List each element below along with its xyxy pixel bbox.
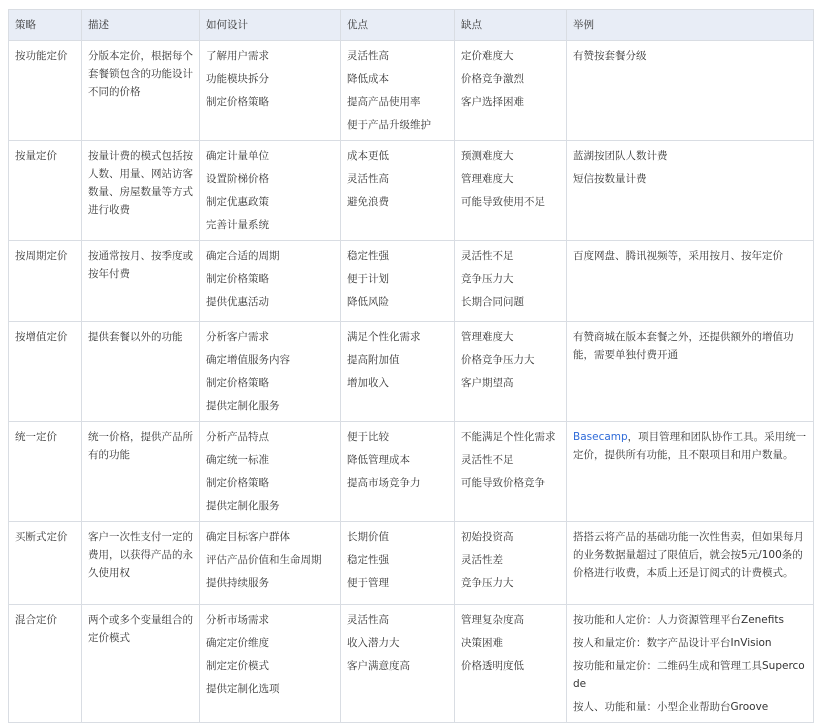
cons-item: 灵活性不足 bbox=[461, 250, 514, 262]
cell-description: 统一价格，提供产品所有的功能 bbox=[82, 422, 200, 522]
cell-examples bbox=[567, 41, 814, 141]
cell-description: 两个或多个变量组合的定价模式 bbox=[82, 605, 200, 723]
basecamp-link[interactable]: Basecamp bbox=[573, 431, 628, 443]
cons-item: 初始投资高 bbox=[461, 531, 514, 543]
cons-item: 客户选择困难 bbox=[461, 96, 524, 108]
cons-item: 可能导致使用不足 bbox=[461, 196, 545, 208]
design-item: 提供定制化服务 bbox=[206, 500, 280, 512]
cell-cons bbox=[455, 241, 567, 322]
cons-item: 可能导致价格竞争 bbox=[461, 477, 545, 489]
cons-item: 竞争压力大 bbox=[461, 577, 514, 589]
design-item: 提供定制化服务 bbox=[206, 400, 280, 412]
header-design: 如何设计 bbox=[200, 10, 341, 41]
cell-design bbox=[200, 241, 341, 322]
example-item: 百度网盘、腾讯视频等，采用按月、按年定价 bbox=[573, 250, 783, 262]
cell-design bbox=[200, 322, 341, 422]
pros-item: 提高产品使用率 bbox=[347, 96, 421, 108]
header-examples: 举例 bbox=[567, 10, 814, 41]
pros-item: 提高附加值 bbox=[347, 354, 400, 366]
cell-design bbox=[200, 605, 341, 723]
design-item: 制定价格策略 bbox=[206, 477, 269, 489]
cons-item: 管理难度大 bbox=[461, 331, 514, 343]
design-item: 确定统一标准 bbox=[206, 454, 269, 466]
cell-examples bbox=[567, 522, 814, 605]
cons-item: 管理复杂度高 bbox=[461, 614, 524, 626]
cell-cons bbox=[455, 322, 567, 422]
cell-pros bbox=[341, 241, 455, 322]
table-row bbox=[9, 522, 814, 605]
pros-item: 灵活性高 bbox=[347, 173, 389, 185]
pros-item: 灵活性高 bbox=[347, 614, 389, 626]
cell-strategy: 按功能定价 bbox=[9, 41, 82, 141]
cell-examples bbox=[567, 422, 814, 522]
cell-cons bbox=[455, 141, 567, 241]
pros-item: 降低成本 bbox=[347, 73, 389, 85]
design-item: 分析客户需求 bbox=[206, 331, 269, 343]
design-item: 了解用户需求 bbox=[206, 50, 269, 62]
cell-examples bbox=[567, 141, 814, 241]
cons-item: 灵活性差 bbox=[461, 554, 503, 566]
design-item: 制定价格策略 bbox=[206, 96, 269, 108]
cell-examples bbox=[567, 322, 814, 422]
cons-item: 客户期望高 bbox=[461, 377, 514, 389]
cell-description: 分版本定价，根据每个套餐锁包含的功能设计不同的价格 bbox=[82, 41, 200, 141]
cell-cons bbox=[455, 41, 567, 141]
cons-item: 预测难度大 bbox=[461, 150, 514, 162]
pros-item: 客户满意度高 bbox=[347, 660, 410, 672]
cell-strategy: 按量定价 bbox=[9, 141, 82, 241]
pros-item: 降低管理成本 bbox=[347, 454, 410, 466]
pros-item: 稳定性强 bbox=[347, 250, 389, 262]
design-item: 分析市场需求 bbox=[206, 614, 269, 626]
pros-item: 提高市场竞争力 bbox=[347, 477, 421, 489]
pros-item: 成本更低 bbox=[347, 150, 389, 162]
example-item: 按人和量定价：数字产品设计平台InVision bbox=[573, 637, 772, 649]
design-item: 设置阶梯价格 bbox=[206, 173, 269, 185]
cons-item: 价格竞争激烈 bbox=[461, 73, 524, 85]
cell-pros bbox=[341, 41, 455, 141]
cons-item: 决策困难 bbox=[461, 637, 503, 649]
design-item: 制定价格策略 bbox=[206, 273, 269, 285]
pros-item: 降低风险 bbox=[347, 296, 389, 308]
cell-pros bbox=[341, 422, 455, 522]
header-cons: 缺点 bbox=[455, 10, 567, 41]
example-item: 短信按数量计费 bbox=[573, 173, 647, 185]
example-item: 蓝湖按团队人数计费 bbox=[573, 150, 668, 162]
table-row bbox=[9, 605, 814, 723]
cons-item: 不能满足个性化需求 bbox=[461, 431, 556, 443]
cell-design bbox=[200, 522, 341, 605]
cell-strategy: 买断式定价 bbox=[9, 522, 82, 605]
cell-pros bbox=[341, 522, 455, 605]
pros-item: 避免浪费 bbox=[347, 196, 389, 208]
cell-pros bbox=[341, 141, 455, 241]
cons-item: 长期合同问题 bbox=[461, 296, 524, 308]
cons-item: 管理难度大 bbox=[461, 173, 514, 185]
header-description: 描述 bbox=[82, 10, 200, 41]
example-item: 有赞商城在版本套餐之外，还提供额外的增值功能，需要单独付费开通 bbox=[573, 331, 794, 361]
design-item: 功能模块拆分 bbox=[206, 73, 269, 85]
design-item: 确定目标客户群体 bbox=[206, 531, 290, 543]
pros-item: 便于计划 bbox=[347, 273, 389, 285]
pricing-strategy-table bbox=[8, 9, 814, 723]
cell-pros bbox=[341, 322, 455, 422]
table-row bbox=[9, 322, 814, 422]
header-pros: 优点 bbox=[341, 10, 455, 41]
design-item: 制定价格策略 bbox=[206, 377, 269, 389]
example-item: 按功能和人定价：人力资源管理平台Zenefits bbox=[573, 614, 784, 626]
cons-item: 定价难度大 bbox=[461, 50, 514, 62]
header-strategy: 策略 bbox=[9, 10, 82, 41]
cell-strategy: 按周期定价 bbox=[9, 241, 82, 322]
example-text: ，项目管理和团队协作工具。采用统一定价，提供所有功能，且不限项目和用户数量。 bbox=[573, 431, 807, 461]
pros-item: 增加收入 bbox=[347, 377, 389, 389]
cell-examples bbox=[567, 241, 814, 322]
design-item: 制定优惠政策 bbox=[206, 196, 269, 208]
pros-item: 灵活性高 bbox=[347, 50, 389, 62]
table-row bbox=[9, 422, 814, 522]
example-item: 有赞按套餐分级 bbox=[573, 50, 647, 62]
pros-item: 便于产品升级维护 bbox=[347, 119, 431, 131]
table-row bbox=[9, 41, 814, 141]
cell-strategy: 统一定价 bbox=[9, 422, 82, 522]
design-item: 制定定价模式 bbox=[206, 660, 269, 672]
table-row bbox=[9, 141, 814, 241]
pros-item: 长期价值 bbox=[347, 531, 389, 543]
cell-examples bbox=[567, 605, 814, 723]
cell-design bbox=[200, 422, 341, 522]
cell-strategy: 混合定价 bbox=[9, 605, 82, 723]
design-item: 完善计量系统 bbox=[206, 219, 269, 231]
cell-description: 提供套餐以外的功能 bbox=[82, 322, 200, 422]
cell-pros bbox=[341, 605, 455, 723]
cell-cons bbox=[455, 605, 567, 723]
pros-item: 便于比较 bbox=[347, 431, 389, 443]
cons-item: 价格竞争压力大 bbox=[461, 354, 535, 366]
cell-design bbox=[200, 41, 341, 141]
pros-item: 稳定性强 bbox=[347, 554, 389, 566]
cell-description: 客户一次性支付一定的费用，以获得产品的永久使用权 bbox=[82, 522, 200, 605]
design-item: 确定合适的周期 bbox=[206, 250, 280, 262]
design-item: 确定增值服务内容 bbox=[206, 354, 290, 366]
example-item: 搭搭云将产品的基础功能一次性售卖，但如果每月的业务数据量超过了限值后，就会按5元/100条的价格进行收费，本质上还是订阅式的计费模式。 bbox=[573, 531, 804, 579]
design-item: 提供定制化选项 bbox=[206, 683, 280, 695]
design-item: 分析产品特点 bbox=[206, 431, 269, 443]
cell-design bbox=[200, 141, 341, 241]
design-item: 确定计量单位 bbox=[206, 150, 269, 162]
cell-description: 按量计费的模式包括按人数、用量、网站访客数量、房屋数量等方式进行收费 bbox=[82, 141, 200, 241]
cell-strategy: 按增值定价 bbox=[9, 322, 82, 422]
cell-cons bbox=[455, 522, 567, 605]
example-item: 按功能和量定价：二维码生成和管理工具Supercode bbox=[573, 660, 805, 690]
design-item: 确定定价维度 bbox=[206, 637, 269, 649]
design-item: 提供优惠活动 bbox=[206, 296, 269, 308]
cons-item: 价格透明度低 bbox=[461, 660, 524, 672]
pros-item: 满足个性化需求 bbox=[347, 331, 421, 343]
table-header-row bbox=[9, 10, 814, 41]
design-item: 评估产品价值和生命周期 bbox=[206, 554, 322, 566]
cons-item: 灵活性不足 bbox=[461, 454, 514, 466]
pros-item: 收入潜力大 bbox=[347, 637, 400, 649]
cons-item: 竞争压力大 bbox=[461, 273, 514, 285]
cell-cons bbox=[455, 422, 567, 522]
table-row bbox=[9, 241, 814, 322]
design-item: 提供持续服务 bbox=[206, 577, 269, 589]
pros-item: 便于管理 bbox=[347, 577, 389, 589]
example-item: 按人、功能和量：小型企业帮助台Groove bbox=[573, 701, 769, 713]
cell-description: 按通常按月、按季度或按年付费 bbox=[82, 241, 200, 322]
